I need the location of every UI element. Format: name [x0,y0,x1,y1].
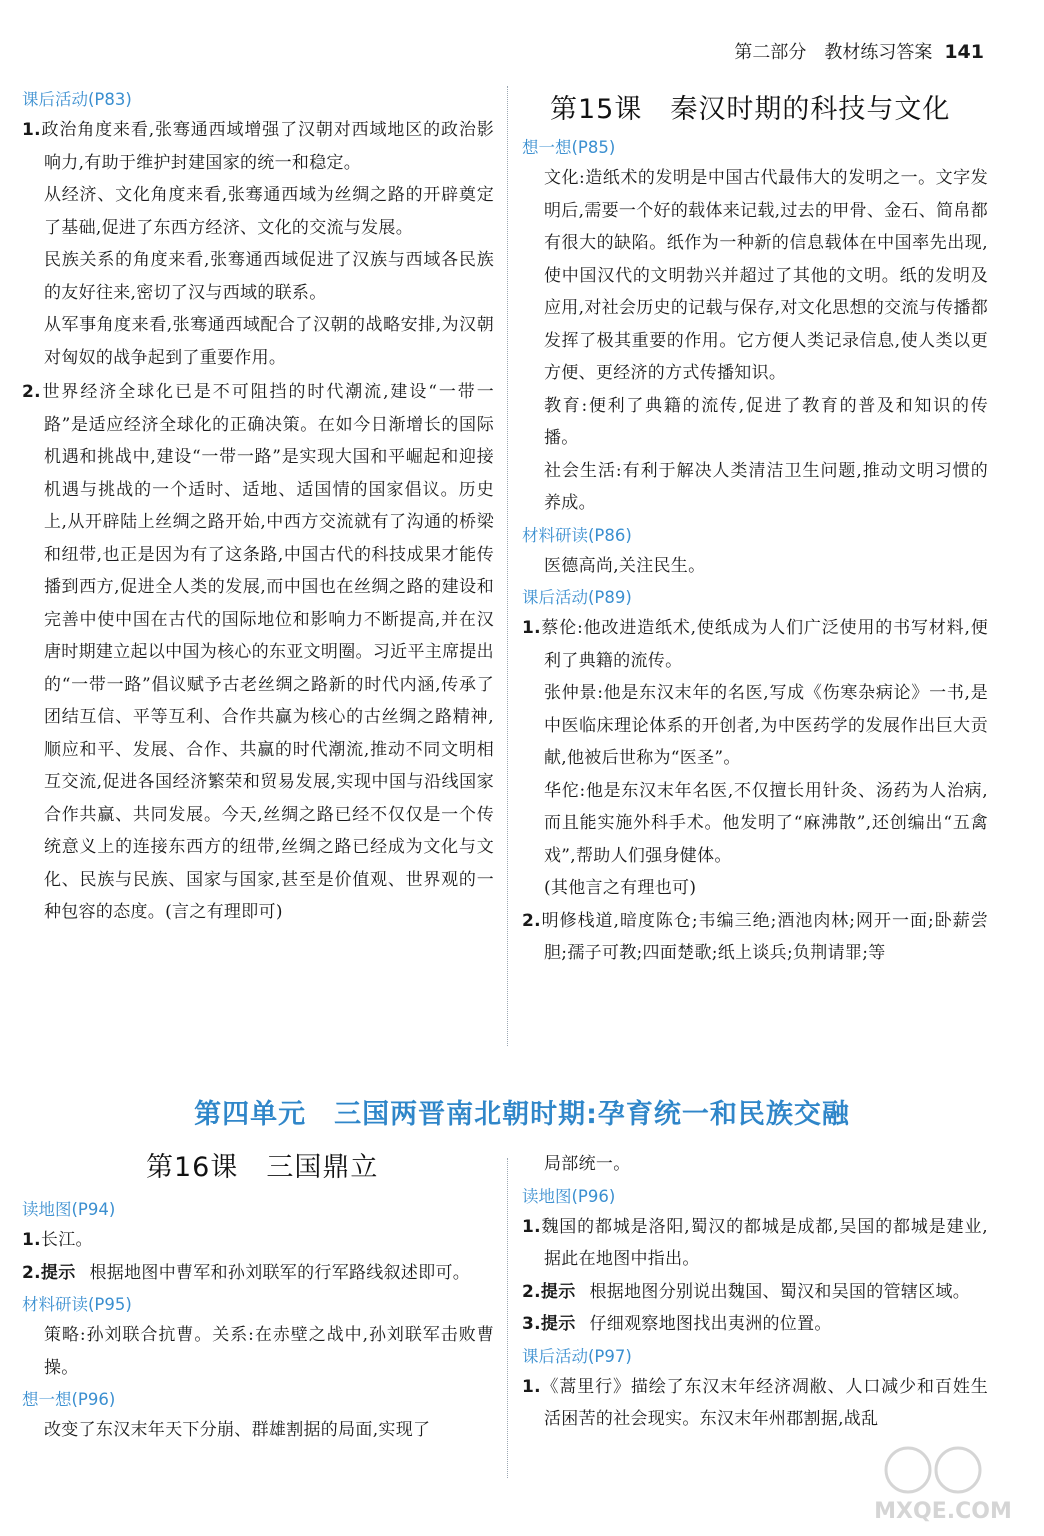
answer-item-2 [22,1257,494,1290]
section-label-dungitu: 读地图(P96) [522,1186,616,1206]
paragraph: 华佗:他是东汉末年名医,不仅擅长用针灸、汤药为人治病,而且能实施外科手术。他发明了“麻沸散”,还创编出“五禽戏”,帮助人们强身健体。 [544,780,988,866]
section-label-kehouhuodong: 课后活动(P83) [22,90,132,109]
item-number: 2. [22,1262,41,1283]
watermark-logo [868,1440,1018,1526]
lesson-title-15: 第15课 秦汉时期的科技与文化 [550,94,951,125]
item-text: 政治角度来看,张骞通西域增强了汉朝对西域地区的政治影响力,有助于维护封建国家的统一和稳定。 [40,120,494,173]
tip-label: 提示 [540,1281,576,1302]
paragraph: 医德高尚,关注民生。 [544,555,706,576]
section-label-kehouhuodong: 课后活动(P89) [522,588,632,607]
tip-label: 提示 [540,1314,576,1334]
item-number: 2. [522,910,541,931]
item-text: 仔细观察地图找出夷洲的位置。 [589,1314,832,1334]
paragraph: 文化:造纸术的发明是中国古代最伟大的发明之一。文字发明后,需要一个好的载体来记载,过去的甲骨、金石、简帛都有很大的缺陷。纸作为一种新的信息载体在中国率先出现,使中国汉代的文明勃兴并超过了其他的文明。纸的发明及应用,对社会历史的记载与保存,对文化思想的交流与传播都发挥了极其重要的作用。它方便人类记录信息,使人类以更方便、更经济的方式传播知识。 [544,168,988,383]
item-text: 《蒿里行》描绘了东汉末年经济凋敝、人口减少和百姓生活困苦的社会现实。东汉末年州郡割据,战乱 [540,1376,988,1429]
section-label-cailiaoyandu: 材料研读(P86) [522,525,632,545]
paragraph: 教育:便利了典籍的流传,促进了教育的普及和知识的传播。 [544,395,988,448]
unit-title: 第四单元 三国两晋南北朝时期:孕育统一和民族交融 [194,1099,850,1130]
section-label-cailiaoyandu: 材料研读(P95) [22,1295,132,1314]
item-number: 2. [22,382,41,402]
item-number: 3. [522,1314,541,1334]
column-divider-top [507,86,508,1046]
paragraph: 民族关系的角度来看,张骞通西域促进了汉族与西域各民族的友好往来,密切了汉与西域的联系。 [44,250,494,303]
item-text: 根据地图中曹军和孙刘联军的行军路线叙述即可。 [89,1262,471,1283]
watermark-text: MXQE.COM [874,1499,1012,1524]
answer-item-1 [22,114,494,179]
answer-item-1 [522,612,988,677]
tip-label: 提示 [40,1262,76,1283]
top-right-column [522,84,988,970]
answer-item-1 [522,1371,988,1436]
item-number: 1. [22,1230,41,1250]
page-number: 141 [944,41,984,63]
paragraph: 从军事角度来看,张骞通西域配合了汉朝的战略安排,为汉朝对匈奴的战争起到了重要作用。 [44,315,494,368]
item-number: 1. [22,120,41,140]
item-text: 世界经济全球化已是不可阻挡的时代潮流,建设“一带一路”是适应经济全球化的正确决策。在如今日渐增长的国际机遇和挑战中,建设“一带一路”是实现大国和平崛起和迎接机遇与挑战的一个适时、适地、适国情的国家倡议。历史上,从开辟陆上丝绸之路开始,中西方交流就有了沟通的桥梁和纽带,也正是因为有了这条路,中国古代的科技成果才能传播到西方,促进全人类的发展,而中国也在丝绸之路的建设和完善中使中国在古代的国际地位和影响力不断提高,并在汉唐时期建立起以中国为核心的东亚文明圈。习近平主席提出的“一带一路”倡议赋予古老丝绸之路新的时代内涵,传承了团结互信、平等互利、合作共赢为核心的古丝绸之路精神,顺应和平、发展、合作、共赢的时代潮流,推动不同文明相互交流,促进各国经济繁荣和贸易发展,实现中国与沿线国家合作共赢、共同发展。今天,丝绸之路已经不仅仅是一个传统意义上的连接东西方的纽带,丝绸之路已经成为文化与文化、民族与民族、国家与国家,甚至是价值观、世界观的一种包容的态度。(言之有理即可) [40,382,494,922]
item-text: 明修栈道,暗度陈仓;韦编三绝;酒池肉林;网开一面;卧薪尝胆;孺子可教;四面楚歌;纸上谈兵;负荆请罪;等 [540,910,988,963]
paragraph: 张仲景:他是东汉末年的名医,写成《伤寒杂病论》一书,是中医临床理论体系的开创者,为中医药学的发展作出巨大贡献,他被后世称为“医圣”。 [544,683,988,768]
paragraph: 社会生活:有利于解决人类清洁卫生问题,推动文明习惯的养成。 [544,460,988,513]
section-label-xiangyixiang: 想一想(P96) [22,1390,116,1409]
lesson-title-16: 第16课 三国鼎立 [146,1152,379,1183]
header-section: 第二部分 教材练习答案 [734,42,933,63]
item-text: 魏国的都城是洛阳,蜀汉的都城是成都,吴国的都城是建业,据此在地图中指出。 [540,1216,988,1269]
item-text: 根据地图分别说出魏国、蜀汉和吴国的管辖区域。 [589,1281,971,1302]
column-divider-bottom [507,1158,508,1478]
paragraph: (其他言之有理也可) [544,878,697,898]
item-number: 1. [522,1376,541,1397]
bottom-right-column [522,1148,988,1436]
section-label-xiangyixiang: 想一想(P85) [522,138,616,157]
item-number: 2. [522,1281,541,1302]
top-left-column [22,84,494,929]
section-label-dungitu: 读地图(P94) [22,1200,116,1219]
item-text: 蔡伦:他改进造纸术,使纸成为人们广泛使用的书写材料,便利了典籍的流传。 [540,618,988,671]
item-number: 1. [522,618,541,638]
bottom-left-column [22,1148,494,1447]
answer-item-3 [522,1308,988,1341]
section-label-kehouhuodong: 课后活动(P97) [522,1346,632,1366]
item-number: 1. [522,1216,541,1237]
answer-item-1 [22,1224,494,1257]
page-header [734,38,984,64]
answer-item-2 [522,905,988,970]
paragraph: 从经济、文化角度来看,张骞通西域为丝绸之路的开辟奠定了基础,促进了东西方经济、文化的交流与发展。 [44,185,494,238]
paragraph: 改变了东汉末年天下分崩、群雄割据的局面,实现了 [44,1420,431,1440]
paragraph: 局部统一。 [544,1154,631,1174]
answer-item-2 [22,376,494,929]
paragraph: 策略:孙刘联合抗曹。关系:在赤壁之战中,孙刘联军击败曹操。 [44,1325,494,1378]
item-text: 长江。 [40,1230,93,1250]
answer-item-1 [522,1211,988,1276]
answer-item-2 [522,1276,988,1309]
